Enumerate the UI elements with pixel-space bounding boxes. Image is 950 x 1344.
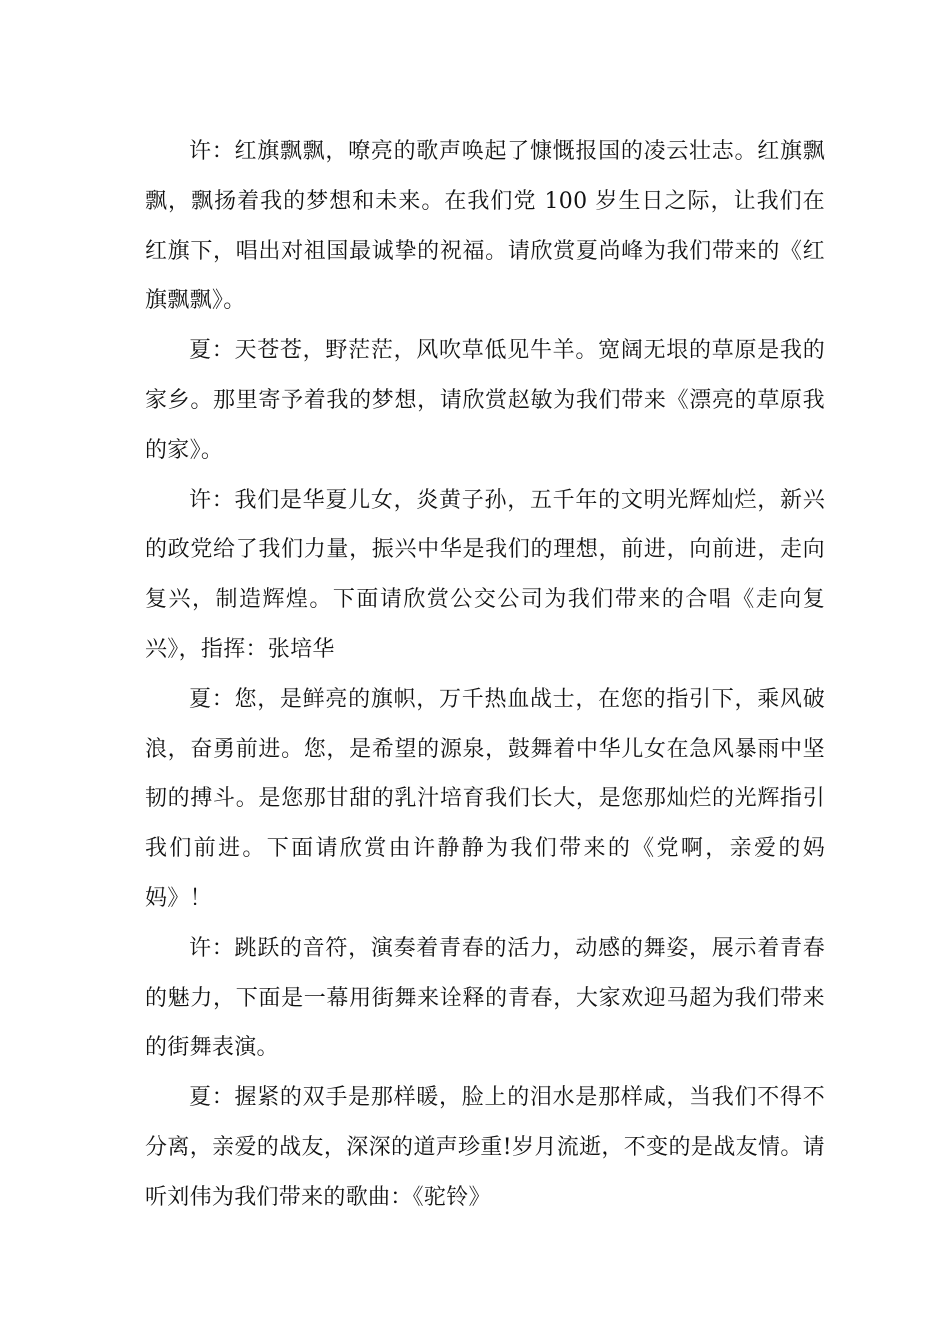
- paragraph-2: 夏：天苍苍，野茫茫，风吹草低见牛羊。宽阔无垠的草原是我的家乡。那里寄予着我的梦想，请欣赏赵敏为我们带来《漂亮的草原我的家》。: [145, 338, 825, 463]
- paragraph-4: 夏：您，是鲜亮的旗帜，万千热血战士，在您的指引下，乘风破浪，奋勇前进。您，是希望的源泉，鼓舞着中华儿女在急风暴雨中坚韧的搏斗。是您那甘甜的乳汁培育我们长大，是您那灿烂的光辉指引我们前进。下面请欣赏由许静静为我们带来的《党啊，亲爱的妈妈》！: [145, 686, 825, 911]
- document-body: [145, 127, 825, 1223]
- paragraph-6: 夏：握紧的双手是那样暖，脸上的泪水是那样咸，当我们不得不分离，亲爱的战友，深深的道声珍重!岁月流逝，不变的是战友情。请听刘伟为我们带来的歌曲：《驼铃》: [145, 1085, 825, 1210]
- paragraph-3: 许：我们是华夏儿女，炎黄子孙，五千年的文明光辉灿烂，新兴的政党给了我们力量，振兴中华是我们的理想，前进，向前进，走向复兴，制造辉煌。下面请欣赏公交公司为我们带来的合唱《走向复兴》，指挥：张培华: [145, 487, 825, 662]
- paragraph-5: 许：跳跃的音符，演奏着青春的活力，动感的舞姿，展示着青春的魅力，下面是一幕用街舞来诠释的青春，大家欢迎马超为我们带来的街舞表演。: [145, 935, 825, 1061]
- paragraph-1: 许：红旗飘飘，嘹亮的歌声唤起了慷慨报国的凌云壮志。红旗飘飘，飘扬着我的梦想和未来。在我们党 100 岁生日之际，让我们在红旗下，唱出对祖国最诚挚的祝福。请欣赏夏尚峰为我们带来的《红旗飘飘》。: [145, 139, 825, 314]
